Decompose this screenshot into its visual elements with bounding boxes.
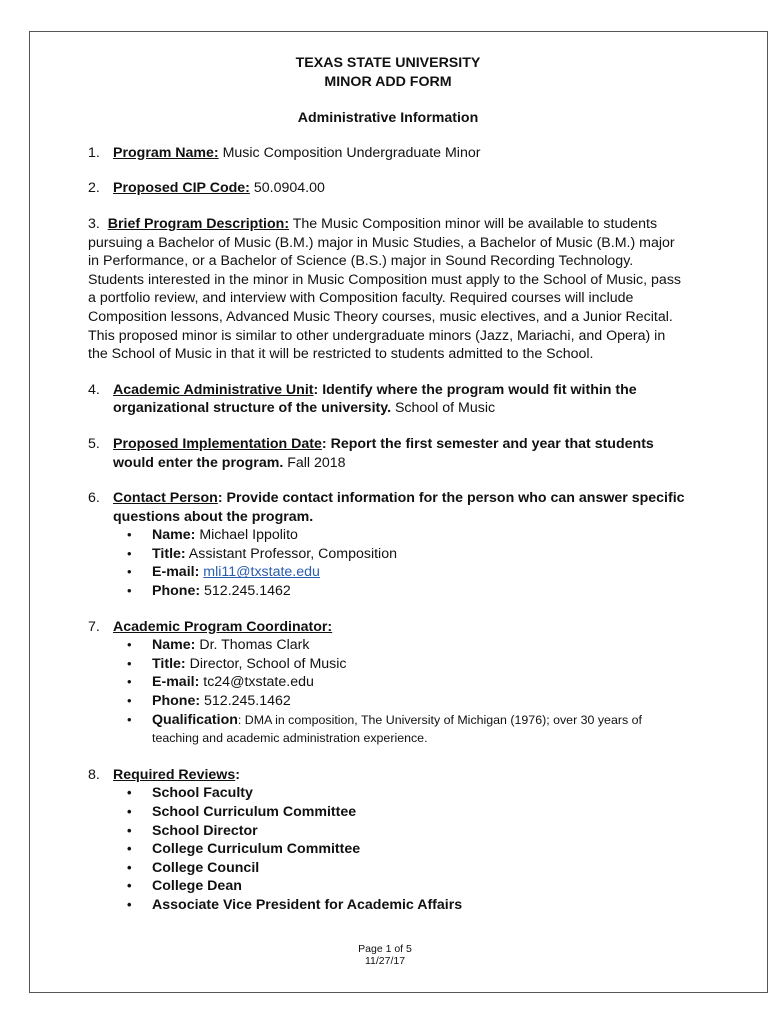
coordinator-name: Dr. Thomas Clark: [195, 637, 310, 654]
coordinator-qualification: : DMA in composition, The University of Michigan (1976); over 30 years of teaching and academic administration experience.: [152, 712, 642, 746]
section-number: 8.: [88, 766, 100, 783]
section-number: 7.: [88, 618, 100, 635]
list-item: [127, 655, 688, 674]
name-label: Name:: [152, 637, 196, 654]
university-heading: TEXAS STATE UNIVERSITY: [295, 55, 481, 71]
implementation-date-prompt: : Report the first semester and year that students would enter the program.: [113, 435, 654, 471]
footer-date: 11/27/17: [364, 955, 406, 967]
list-item: • College Council: [127, 859, 688, 878]
list-item: [127, 692, 688, 711]
list-item: • College Curriculum Committee: [127, 840, 688, 859]
email-label: E-mail:: [152, 674, 200, 691]
list-item: • School Curriculum Committee: [127, 803, 688, 822]
section-title: Administrative Information: [297, 110, 479, 127]
section-number: 6.: [88, 490, 100, 507]
section-number: 5.: [88, 435, 100, 452]
cip-code-value: 50.0904.00: [249, 180, 325, 197]
qualification-label: Qualification: [152, 711, 238, 728]
section-cip-code: [88, 179, 688, 198]
section-number: 3.: [88, 215, 100, 232]
phone-label: Phone:: [152, 693, 201, 710]
form-title: MINOR ADD FORM: [324, 73, 452, 90]
section-contact-person: [88, 489, 688, 526]
page-footer: [0, 943, 770, 967]
description-value: The Music Composition minor will be available to students pursuing a Bachelor of Music (B.M.) major in Music Studies, a Bachelor of Music (B.M.) major in Performance, or a Bachelor of Science (B.S.) major in Sound Recording Technology. Students interested in the minor in Music Composition must apply to the School of Music, pass a portfolio review, and interview with Composition faculty. Required courses will include Composition lessons, Advanced Music Theory courses, music electives, and a Junior Recital. This proposed minor is similar to other undergraduate minors (Jazz, Mariachi, and Opera) in the School of Music in that it will be restricted to students admitted to the School.: [88, 215, 682, 363]
required-reviews-label: Required Reviews: [113, 766, 236, 783]
form-content: [88, 54, 688, 915]
list-item: [127, 545, 688, 564]
coordinator-label: Academic Program Coordinator:: [113, 618, 333, 635]
cip-code-label: Proposed CIP Code:: [113, 180, 250, 197]
coordinator-title: Director, School of Music: [185, 655, 347, 672]
coordinator-list: [88, 636, 688, 748]
contact-title: Assistant Professor, Composition: [185, 545, 397, 562]
required-reviews-list: [88, 784, 688, 914]
section-implementation-date: [88, 435, 688, 472]
implementation-date-value: Fall 2018: [283, 454, 346, 471]
program-name-value: Music Composition Undergraduate Minor: [218, 144, 481, 161]
page-number: Page 1 of 5: [358, 943, 412, 955]
list-item: • Associate Vice President for Academic Affairs: [127, 896, 688, 915]
section-program-coordinator: [88, 618, 688, 637]
section-program-description: [88, 215, 688, 364]
list-item: [127, 673, 688, 692]
title-label: Title:: [152, 545, 186, 562]
contact-person-list: [88, 526, 688, 600]
contact-person-prompt: : Provide contact information for the person who can answer specific questions about the program.: [113, 490, 685, 525]
section-number: 2.: [88, 180, 100, 197]
contact-name: Michael Ippolito: [195, 527, 298, 544]
section-admin-unit: [88, 381, 688, 418]
email-label: E-mail:: [152, 564, 200, 581]
title-label: Title:: [152, 655, 186, 672]
list-item: • School Director: [127, 822, 688, 841]
list-item: [127, 582, 688, 601]
list-item: [127, 526, 688, 545]
section-number: 1.: [88, 144, 100, 161]
admin-unit-value: School of Music: [391, 400, 496, 417]
contact-email-link[interactable]: mli11@txstate.edu: [203, 564, 320, 581]
section-required-reviews: 8. Required Reviews:: [88, 766, 240, 783]
description-label: Brief Program Description:: [107, 215, 290, 232]
coordinator-phone: 512.245.1462: [200, 693, 291, 710]
section-number: 4.: [88, 381, 100, 398]
list-item: • School Faculty: [127, 784, 688, 803]
name-label: Name:: [152, 527, 196, 544]
list-item: [127, 711, 688, 748]
admin-unit-prompt: : Identify where the program would fit within the organizational structure of the university.: [113, 381, 637, 417]
contact-person-label: Contact Person: [113, 490, 218, 507]
phone-label: Phone:: [152, 583, 201, 600]
section-program-name: [88, 144, 688, 163]
list-item: • College Dean: [127, 877, 688, 896]
list-item: [127, 563, 688, 582]
contact-phone: 512.245.1462: [200, 583, 291, 600]
program-name-label: Program Name:: [113, 144, 219, 161]
coordinator-email: tc24@txstate.edu: [199, 674, 314, 691]
list-item: [127, 636, 688, 655]
implementation-date-label: Proposed Implementation Date: [113, 435, 322, 452]
admin-unit-label: Academic Administrative Unit: [113, 381, 314, 398]
